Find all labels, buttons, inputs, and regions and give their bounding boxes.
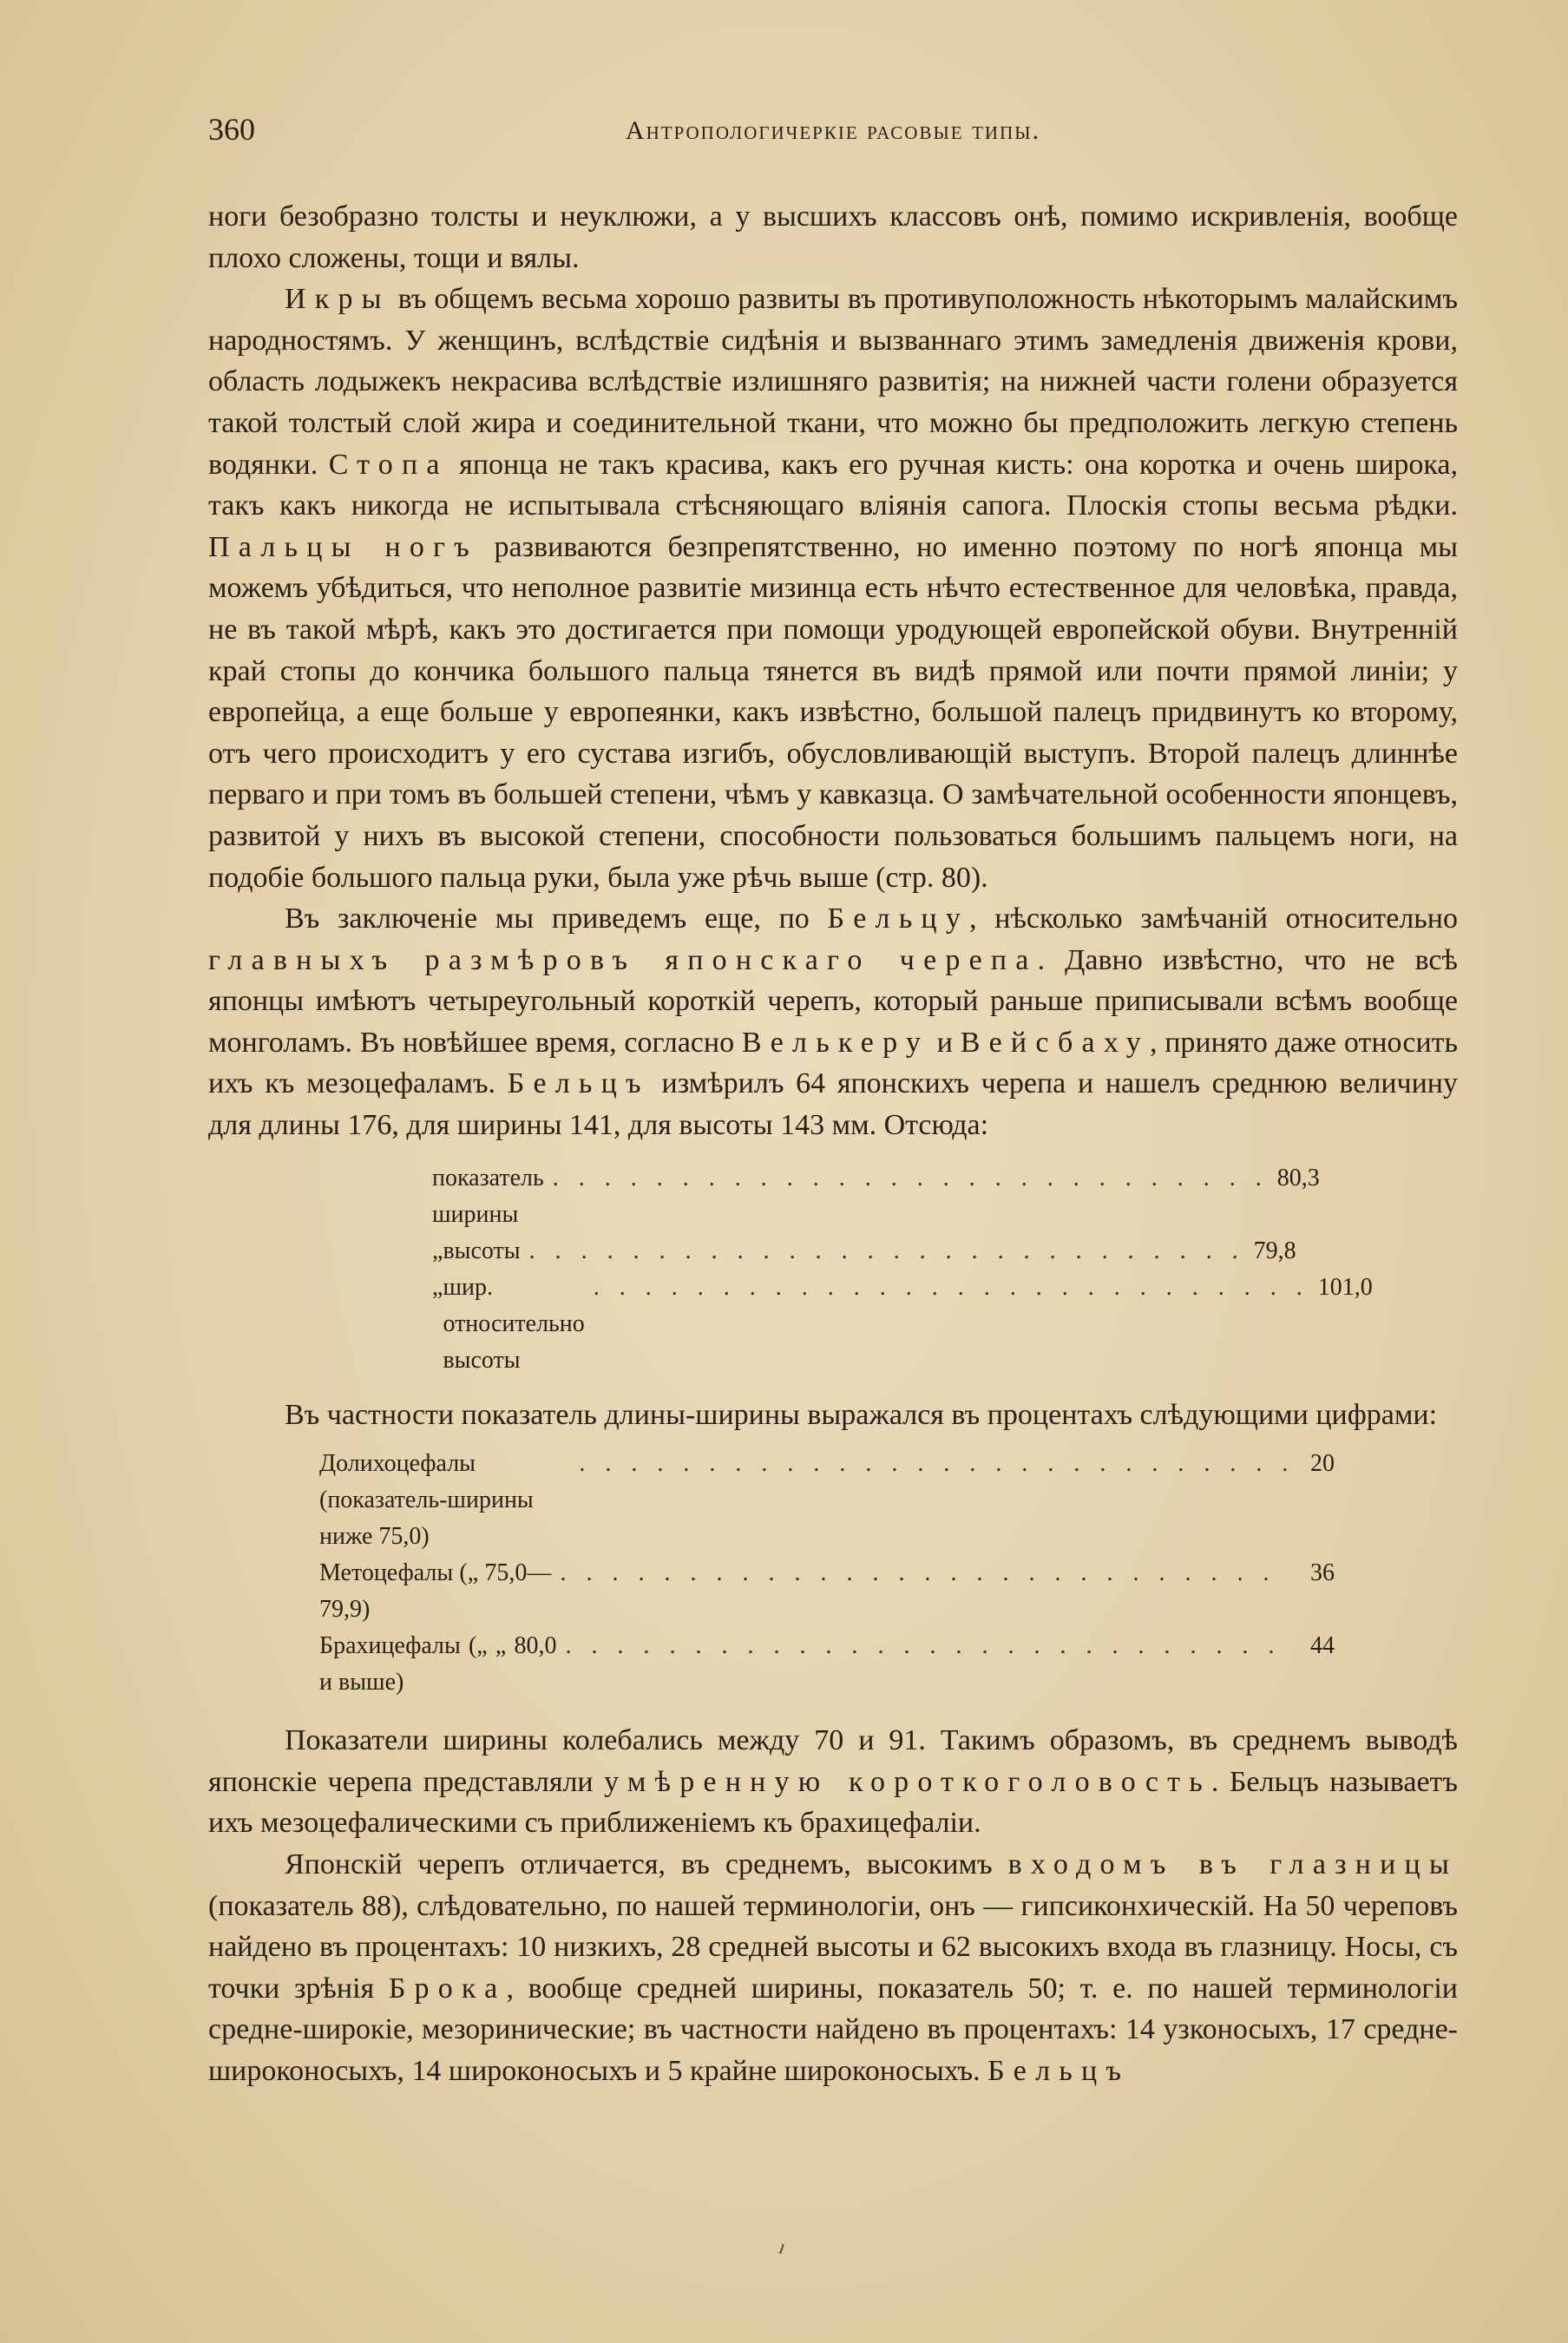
percent-label: Брахицефалы („ „ 80,0 и выше) (319, 1632, 557, 1697)
index-row (432, 1233, 1296, 1270)
leader-dots: . . . . . . . . . . . . . . . . . . . . . . . . . . . . (593, 1273, 1309, 1301)
leader-dots: . . . . . . . . . . . . . . . . . . . . . . . . . . . . (560, 1559, 1276, 1587)
running-title: Антропологичеркіе расовые типы. (625, 116, 1041, 145)
body-text (208, 196, 1458, 2092)
paragraph-text: (показатель 88), слѣдовательно, по нашей терминологіи, онъ — гипсиконхическій. На 50 череповъ найдено въ процентахъ: 10 низкихъ, 28 средней высоты и 62 высокихъ входа въ глазницу. Носы, съ точки зрѣнія (208, 1889, 1458, 2005)
running-header (208, 111, 1458, 163)
paragraph-text: . Давно извѣстно, что не всѣ японцы имѣютъ четыреугольный короткій черепъ, который раньше приписывали всѣмъ вообще монголамъ. Въ новѣйшее время, согласно (208, 943, 1458, 1059)
spaced-term: умѣренную короткоголовость (604, 1765, 1211, 1798)
paragraph-text: . Бельцъ называетъ ихъ мезоцефалическими съ приближеніемъ къ брахицефаліи. (208, 1765, 1458, 1840)
spaced-term: Вейсбаху (960, 1026, 1150, 1059)
paragraph-percent: Въ частности показатель длины-ширины выражался въ процентахъ слѣдующими цифрами: (285, 1398, 1438, 1431)
paragraph-text: , нѣсколько замѣчаній относительно (969, 902, 1458, 935)
index-value: 79,8 (1253, 1237, 1296, 1264)
paragraph-text: развиваются безпрепятственно, но именно поэтому по ногѣ японца мы можемъ убѣдиться, что неполное развитіе мизинца есть нѣчто естественное для человѣка, правда, не въ такой мѣрѣ, какъ это достигается при помощи уродующей европейской обуви. Внутренній край стопы до кончика большого пальца тянется въ видѣ прямой или почти прямой линіи; у европейца, а еще больше у европеянки, какъ извѣстно, большой палецъ придвинутъ ко второму, отъ чего происходитъ у его сустава изгибъ, обусловливающій выступъ. Второй палецъ длиннѣе перваго и при томъ въ большей степени, чѣмъ у кавказца. О замѣчательной особенности японцевъ, развитой у нихъ въ высокой степени, способности пользоваться большимъ пальцемъ ноги, на подобіе большого пальца руки, была уже рѣчь выше (стр. 80). (208, 530, 1458, 894)
percent-value: 20 (1310, 1450, 1335, 1478)
index-label: показатель ширины (432, 1164, 544, 1228)
leader-dots: . . . . . . . . . . . . . . . . . . . . . . . . . . . . (565, 1632, 1282, 1660)
leader-dots: . . . . . . . . . . . . . . . . . . . . . . . . . . . . (528, 1237, 1245, 1264)
spaced-term: Стопа (328, 448, 449, 481)
stray-mark: ı (775, 2235, 790, 2260)
paragraph-text: Въ заключеніе мы приведемъ еще, по (285, 902, 828, 935)
index-row (432, 1270, 1373, 1379)
paragraph-text: измѣрилъ 64 японскихъ черепа и нашелъ среднюю величину для длины 176, для ширины 141, для высоты 143 мм. Отсюда: (208, 1067, 1458, 1142)
spaced-term: главныхъ размѣровъ японскаго черепа (208, 943, 1038, 976)
spaced-term: Бельцъ (987, 2055, 1131, 2087)
percent-row (319, 1446, 1335, 1555)
spaced-term: входомъ въ глазницы (1007, 1848, 1458, 1881)
paragraph-text: въ общемъ весьма хорошо развиты въ противуположность нѣкоторымъ малайскимъ народностямъ. У женщинъ, вслѣдствіе сидѣнія и вызваннаго этимъ замедленія движенія крови, область лодыжекъ некрасива вслѣдствіе излишняго развитія; на нижней части голени образуется такой толстый слой жира и соединительной ткани, что можно бы предположить легкую степень водянки. (208, 283, 1458, 481)
paragraph-text: японца не такъ красива, какъ его ручная кисть: она коротка и очень широка, такъ какъ никогда не испытывала стѣсняющаго вліянія сапога. Плоскія стопы весьма рѣдки. (208, 448, 1458, 522)
ditto-mark: „ (432, 1273, 443, 1301)
percent-value: 36 (1310, 1559, 1335, 1587)
percent-label: Долихоцефалы (показатель-ширины ниже 75,0) (319, 1450, 534, 1551)
percent-row (319, 1628, 1335, 1701)
leader-dots: . . . . . . . . . . . . . . . . . . . . . . . . . . . . (552, 1164, 1269, 1191)
index-table (432, 1160, 1373, 1379)
spaced-term: Пальцы ногъ (208, 530, 478, 563)
paragraph-orbit-nose (208, 1844, 1458, 2092)
paragraph-text: Японскій черепъ отличается, въ среднемъ, высокимъ (285, 1848, 1008, 1881)
spaced-term: Велькеру (741, 1026, 930, 1059)
index-row (432, 1160, 1320, 1233)
index-value: 101,0 (1317, 1273, 1373, 1301)
paragraph-legs: ноги безобразно толсты и неуклюжи, а у высшихъ классовъ онѣ, помимо искривленія, вообще плохо сложены, тощи и вялы. (208, 200, 1458, 274)
paragraph-feet (208, 279, 1458, 898)
index-label: высоты (443, 1237, 521, 1264)
ditto-mark: „ (432, 1237, 443, 1264)
index-label: шир. относительно высоты (443, 1273, 585, 1374)
spaced-term: Икры (285, 283, 390, 316)
spaced-term: Брока (388, 1972, 507, 2005)
paragraph-text: , вообще средней ширины, показатель 50; т. е. по нашей терминологіи средне-широкіе, мезоринические; въ частности найдено въ процентахъ: 14 узконосыхъ, 17 средне-широконосыхъ, 14 широконосыхъ и 5 крайне широконосыхъ. (208, 1972, 1458, 2087)
paragraph-text: , принято даже относить ихъ къ мезоцефаламъ. (208, 1026, 1459, 1100)
spaced-term: Бельцу (827, 902, 970, 935)
percent-table (319, 1446, 1335, 1701)
percent-value: 44 (1310, 1632, 1335, 1660)
index-value: 80,3 (1276, 1164, 1320, 1191)
paragraph-skull (208, 898, 1458, 1146)
paragraph-breadth (208, 1720, 1458, 1844)
paragraph-text: Показатели ширины колебались между 70 и 91. Такимъ образомъ, въ среднемъ выводѣ японскіе черепа представляли (208, 1724, 1458, 1798)
percent-row (319, 1555, 1335, 1628)
paragraph-text: и (929, 1026, 961, 1059)
page-number: 360 (208, 112, 255, 147)
leader-dots: . . . . . . . . . . . . . . . . . . . . . . . . . . . . (579, 1450, 1296, 1478)
spaced-term: Бельцъ (507, 1067, 650, 1100)
percent-label: Метоцефалы („ 75,0—79,9) (319, 1559, 552, 1624)
